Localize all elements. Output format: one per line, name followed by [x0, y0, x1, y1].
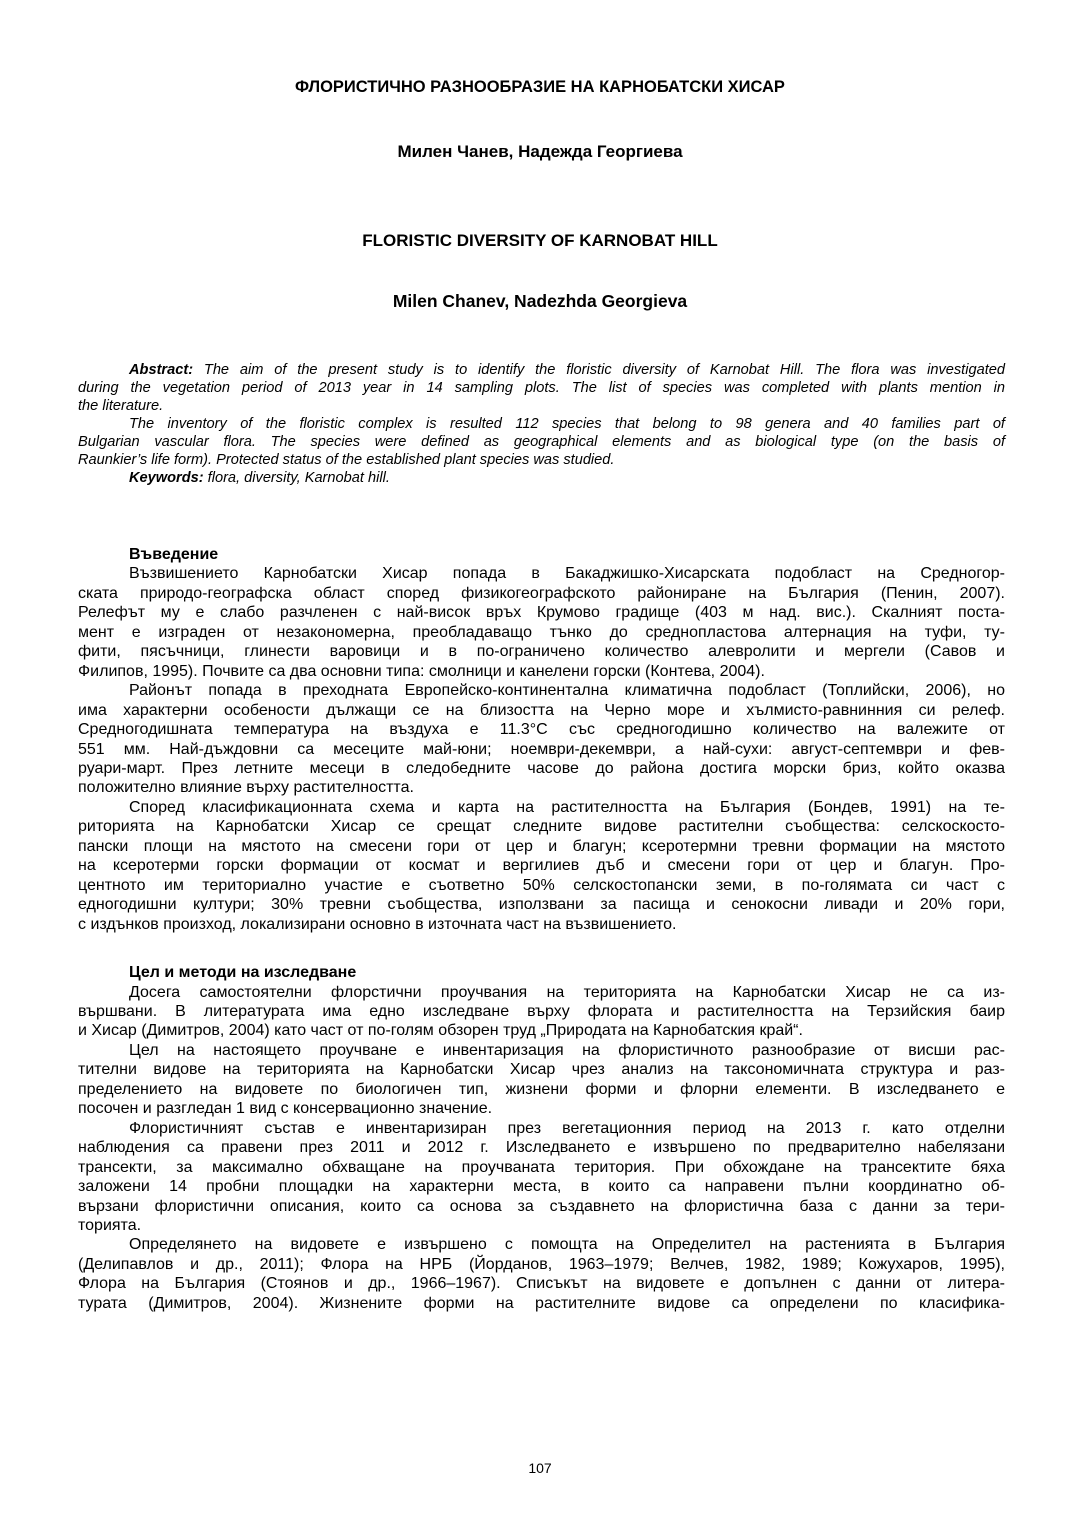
paragraph-line: 551 мм. Най-дъждовни са месеците май-юни; ноември-декември, а най-сухи: август-септември и фев-: [78, 740, 1005, 758]
paragraph-line: торията.: [78, 1216, 142, 1234]
abstract: [78, 361, 1005, 487]
paragraph: [78, 1041, 1005, 1119]
paragraph-line: фити, пясъчници, глинести варовици и в по-ограничено количество алевролити и мергели (Савов и: [78, 643, 1005, 661]
paragraph-line: Средногодишната температура на въздуха е 11.3°С със средногодишно количество на валежите от: [78, 721, 1005, 739]
paragraph-line: (Делипавлов и др., 2011); Флора на НРБ (Йорданов, 1963–1979; Велчев, 1982, 1989; Кожухаров, 1995),: [78, 1255, 1005, 1273]
paragraph-line: риторията на Карнобатски Хисар се срещат следните видове растителни съобщества: селскоскосто-: [78, 818, 1005, 836]
authors-english: Milen Chanev, Nadezhda Georgieva: [392, 291, 688, 311]
paragraph: [78, 681, 1005, 798]
paragraph-line: Досега самостоятелни флорстични проучвания на територията на Карнобатски Хисар не са из-: [129, 983, 1005, 1001]
paragraph-line: центното им териториално участие е съответно 50% селскостопански земи, в по-голямата си част с: [78, 876, 1005, 894]
paragraph-line: заложени 14 пробни площадки на характерни места, в които са направени пълни координатно об-: [78, 1178, 1005, 1196]
paragraph-line: Възвишението Карнобатски Хисар попада в Бакаджишко-Хисарската подобласт на Средногор-: [129, 565, 1005, 583]
paragraph-line: вършвани. В литературата има едно изследване върху флората и растителността на Терзийския баир: [78, 1002, 1005, 1020]
paragraph-line: Флора на България (Стоянов и др., 1966–1967). Списъкът на видовете е допълнен с данни от литера-: [78, 1275, 1005, 1293]
abstract-line: the literature.: [78, 398, 164, 414]
abstract-line: Bulgarian vascular flora. The species were defined as geographical elements and as biological type (on the basis of: [78, 434, 1005, 450]
paragraph: [78, 983, 1005, 1041]
paragraph: [78, 1235, 1005, 1313]
paragraph-line: с издънков произход, локализирани основно в източната част на възвишението.: [78, 915, 677, 933]
paragraph-line: има характерни особености дължащи се на близостта на Черно море и хълмисто-равнинния си релеф.: [78, 701, 1005, 719]
paragraph: [78, 564, 1005, 681]
section-heading: Въведение: [129, 546, 219, 563]
paragraph-line: Цел на настоящето проучване е инвентаризация на флористичното разнообразие от висши рас-: [129, 1041, 1005, 1059]
abstract-label: Abstract:: [129, 362, 194, 378]
abstract-line: [78, 361, 1005, 379]
paragraph: [78, 1119, 1005, 1236]
authors-bulgarian: Милен Чанев, Надежда Георгиева: [397, 142, 683, 161]
keywords-label: Keywords:: [129, 470, 204, 486]
paragraph-line: посочен и разгледан 1 вид с консервационно значение.: [78, 1100, 493, 1118]
paragraph-line: тителни видове на територията на Карнобатски Хисар чрез анализ на таксономичната структура и раз-: [78, 1061, 1005, 1079]
paragraph-line: пански площи на мястото на смесени гори от цер и благун; ксеротермни тревни формации на мястото: [78, 837, 1005, 855]
paragraph-line: пределението на видовете по биологичен тип, жизнени форми и флорни елементи. В изследването е: [78, 1080, 1005, 1098]
paragraph-line: мент е изграден от незакономерна, преобладаващо тънко до среднопластова алтернация на туфи, ту-: [78, 623, 1005, 641]
paragraph-line: ската природо-географска област според физикогеографското райониране на България (Пенин, 2007).: [78, 584, 1005, 602]
paragraph-line: и Хисар (Димитров, 2004) като част от по-голям обзорен труд „Природата на Карнобатския край“.: [78, 1022, 803, 1040]
abstract-line: The inventory of the floristic complex is resulted 112 species that belong to 98 genera and 40 families part of: [129, 416, 1005, 432]
page-number: 107: [528, 1460, 552, 1476]
paragraph-line: Районът попада в преходната Европейско-континентална климатична подобласт (Топлийски, 2006), но: [129, 682, 1005, 700]
section-heading: Цел и методи на изследване: [129, 964, 357, 982]
paragraph-line: вързани флористични описания, които са основа за създавнето на флористична база с данни за тери-: [78, 1197, 1005, 1215]
paper-title-english: FLORISTIC DIVERSITY OF KARNOBAT HILL: [362, 231, 718, 250]
paragraph-line: положително влияние върху растителността.: [78, 779, 414, 797]
paragraph-line: Филипов, 1995). Почвите са два основни типа: смолници и канелени горски (Контева, 2004).: [78, 662, 765, 680]
paragraph-line: наблюдения са правени през 2011 и 2012 г. Изследването е извършено по предварително набелязани: [78, 1139, 1005, 1157]
paragraph-line: Определянето на видовете е извършено с помощта на Определител на растенията в България: [129, 1236, 1005, 1254]
body-text: [78, 545, 1005, 1313]
paragraph-line: руари-март. През летните месеци в следобедните часове до района достига морски бриз, който оказва: [78, 759, 1005, 777]
paragraph-line: Релефът му е слабо разчленен с най-висок връх Крумово градище (403 м над. вис.). Скалният поста-: [78, 604, 1005, 622]
keywords-text: flora, diversity, Karnobat hill.: [203, 470, 390, 486]
keywords-line: [78, 469, 1005, 487]
paragraph-line: на ксеротерми горски формации от космат и вергилиев дъб и смесени гори от цер и благун. Про-: [78, 857, 1005, 875]
abstract-line: during the vegetation period of 2013 year in 14 sampling plots. The list of species was completed with plants mention in: [78, 380, 1005, 396]
abstract-text: The aim of the present study is to identify the floristic diversity of Karnobat Hill. The flora was investigated: [193, 362, 1005, 378]
paragraph-line: турата (Димитров, 2004). Жизнените форми на растителните видове са определени по класифика-: [78, 1294, 1005, 1312]
paragraph-line: трансекти, за максимално обхващане на проучваната територия. При обхождане на трансектите бяха: [78, 1158, 1005, 1176]
paragraph-line: Според класификационната схема и карта на растителността на България (Бондев, 1991) на те-: [129, 798, 1005, 816]
paper-title-bulgarian: ФЛОРИСТИЧНО РАЗНООБРАЗИЕ НА КАРНОБАТСКИ ХИСАР: [295, 78, 785, 96]
abstract-line: Raunkier’s life form). Protected status of the established plant species was studied.: [78, 452, 615, 468]
paragraph-line: Флористичният състав е инвентаризиран през вегетационния период на 2013 г. като отделни: [129, 1119, 1005, 1137]
paragraph-line: едногодишни култури; 30% тревни съобщества, използвани за пасища и сенокосни ливади и 20% гори,: [78, 896, 1005, 914]
paragraph: [78, 798, 1005, 934]
